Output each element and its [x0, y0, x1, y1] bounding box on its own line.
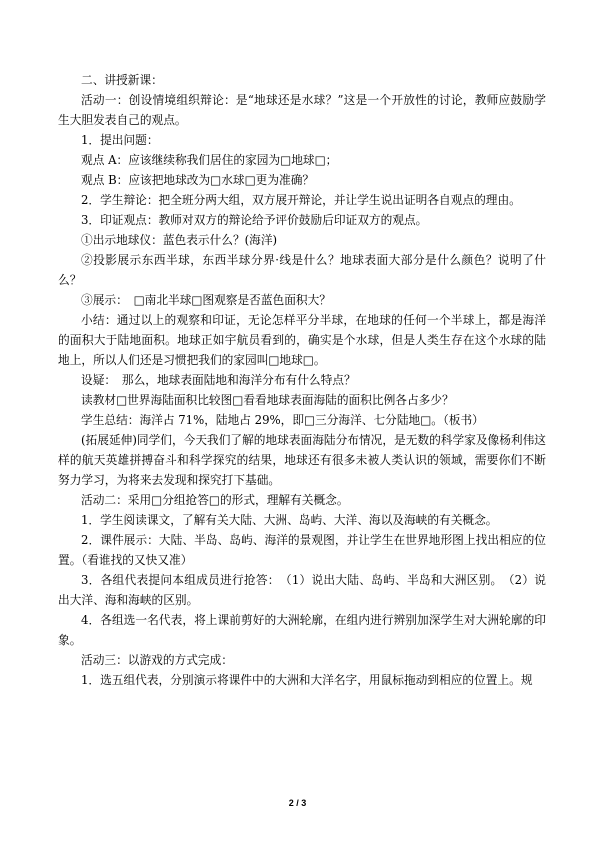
step-student-debate: 2．学生辩论：把全班分两大组，双方展开辩论，并让学生说出证明各自观点的理由。 [81, 193, 521, 207]
step-verify-viewpoints: 3．印证观点：教师对双方的辩论给予评价鼓励后印证双方的观点。 [81, 213, 428, 227]
student-summary-paragraph: 学生总结：海洋占 71%，陆地占 29%，即□三分海洋、七分陆地□。（板书） [81, 413, 484, 427]
activity-two-step-3: 3．各组代表提问本组成员进行抢答： （1）说出大陆、岛屿、半岛和大洲区别。 （2）说出大洋、海和海峡的区别。 [58, 573, 546, 607]
page-number: 2 / 3 [288, 798, 307, 808]
viewpoint-a: 观点 A：应该继续称我们居住的家园为□地球□； [81, 153, 338, 167]
extension-paragraph: (拓展延伸)同学们，今天我们了解的地球表面海陆分布情况，是无数的科学家及像杨利伟这样的航天英雄拼搏奋斗和科学探究的结果，地球还有很多未被人类认识的领域，需要你们不断努力学习，为将来去发现和探究打下基础。 [58, 433, 546, 487]
activity-two-intro: 活动二：采用□分组抢答□的形式，理解有关概念。 [81, 493, 349, 507]
document-body [58, 70, 546, 690]
section-heading: 二、讲授新课： [81, 73, 163, 87]
activity-three-intro: 活动三：以游戏的方式完成： [81, 653, 233, 667]
activity-two-step-1: 1．学生阅读课文，了解有关大陆、大洲、岛屿、大洋、海以及海峡的有关概念。 [81, 513, 498, 527]
activity-two-step-4: 4．各组选一名代表，将上课前剪好的大洲轮廓，在组内进行辨别加深学生对大洲轮廓的印象。 [58, 613, 546, 647]
activity-two-step-2: 2．课件展示：大陆、半岛、岛屿、海洋的景观图，并让学生在世界地形图上找出相应的位置。（看谁找的又快又准） [58, 533, 546, 567]
activity-three-step-1: 1．选五组代表，分别演示将课件中的大洲和大洋名字，用鼠标拖动到相应的位置上。规 [81, 673, 533, 687]
item-north-south: ③展示： □南北半球□图观察是否蓝色面积大？ [81, 293, 331, 307]
item-globe: ①出示地球仪：蓝色表示什么？(海洋) [81, 233, 278, 247]
read-textbook-paragraph: 读教材□世界海陆面积比较图□看看地球表面海陆的面积比例各占多少？ [81, 393, 454, 407]
step-raise-question: 1．提出问题： [81, 133, 159, 147]
item-hemispheres: ②投影展示东西半球，东西半球分界·线是什么？地球表面大部分是什么颜色？说明了什么？ [58, 253, 546, 287]
viewpoint-b: 观点 B：应该把地球改为□水球□更为准确？ [81, 173, 315, 187]
question-paragraph: 设疑： 那么，地球表面陆地和海洋分布有什么特点？ [81, 373, 356, 387]
activity-one-intro: 活动一：创设情境组织辩论：是“地球还是水球？”这是一个开放性的讨论，教师应鼓励学生大胆发表自己的观点。 [58, 93, 546, 127]
summary-paragraph: 小结：通过以上的观察和印证，无论怎样平分半球，在地球的任何一个半球上，都是海洋的面积大于陆地面积。地球正如宇航员看到的，确实是个水球，但是人类生存在这个水球的陆地上，所以人们还是习惯把我们的家园叫□地球□。 [58, 313, 546, 367]
